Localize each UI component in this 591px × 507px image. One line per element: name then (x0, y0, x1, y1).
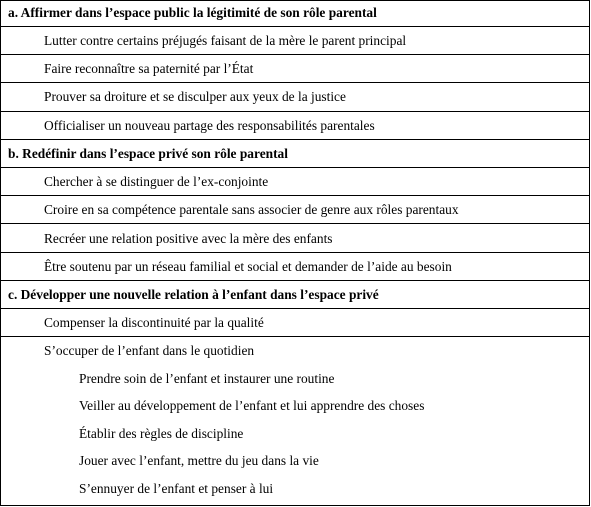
section-c-subitem-4-text: Jouer avec l’enfant, mettre du jeu dans la vie (79, 453, 319, 468)
section-b-item-2-text: Croire en sa compétence parentale sans associer de genre aux rôles parentaux (44, 202, 459, 217)
divider (1, 54, 590, 55)
section-c-subitem-3-text: Établir des règles de discipline (79, 426, 244, 441)
section-b-item-1-text: Chercher à se distinguer de l’ex-conjointe (44, 174, 269, 189)
divider (1, 195, 590, 196)
divider (1, 280, 590, 281)
section-b-item-3-text: Recréer une relation positive avec la mère des enfants (44, 231, 333, 246)
section-c-subitem-5-text: S’ennuyer de l’enfant et penser à lui (79, 481, 274, 496)
section-a-item-1-text: Lutter contre certains préjugés faisant de la mère le parent principal (44, 33, 407, 48)
section-c-heading-text: c. Développer une nouvelle relation à l’enfant dans l’espace privé (8, 287, 379, 302)
section-a-heading-text: a. Affirmer dans l’espace public la légitimité de son rôle parental (8, 5, 377, 20)
section-c-subitem-2-text: Veiller au développement de l’enfant et lui apprendre des choses (79, 398, 425, 413)
section-c-item-1-text: Compenser la discontinuité par la qualité (44, 315, 264, 330)
section-a-item-4-text: Officialiser un nouveau partage des responsabilités parentales (44, 118, 375, 133)
section-b-heading-text: b. Redéfinir dans l’espace privé son rôle parental (8, 146, 288, 161)
divider (1, 336, 590, 337)
section-c-item-2-text: S’occuper de l’enfant dans le quotidien (44, 343, 255, 358)
divider (1, 111, 590, 112)
divider (1, 82, 590, 83)
section-b-item-4-text: Être soutenu par un réseau familial et social et demander de l’aide au besoin (44, 259, 452, 274)
section-a-heading-divider (1, 26, 590, 27)
section-c-subitem-1-text: Prendre soin de l’enfant et instaurer une routine (79, 371, 335, 386)
divider (1, 139, 590, 140)
divider (1, 252, 590, 253)
section-a-item-2-text: Faire reconnaître sa paternité par l’État (44, 61, 254, 76)
section-c-heading-divider (1, 308, 590, 309)
section-a-item-3-text: Prouver sa droiture et se disculper aux yeux de la justice (44, 89, 346, 104)
divider (1, 223, 590, 224)
section-b-heading-divider (1, 167, 590, 168)
